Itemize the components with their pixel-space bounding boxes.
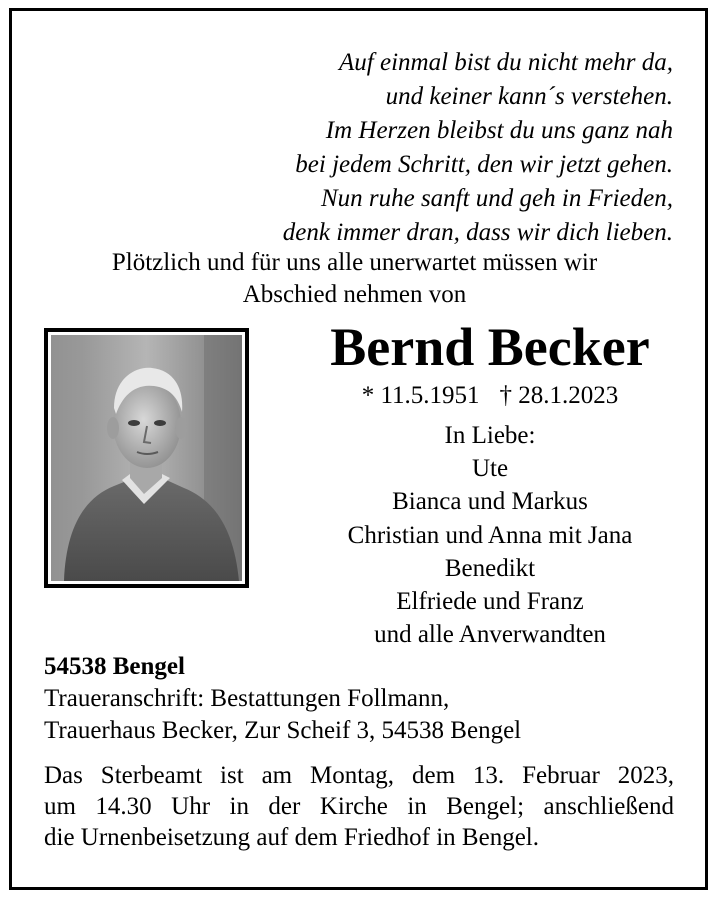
family-member: Benedikt: [444, 554, 536, 582]
intro-line-2: Abschied nehmen von: [242, 281, 467, 308]
poem-line: Auf einmal bist du nicht mehr da,: [339, 49, 673, 76]
poem-line: Im Herzen bleibst du uns ganz nah: [325, 117, 673, 144]
poem-line: denk immer dran, dass wir dich lieben.: [282, 219, 673, 246]
intro-text: [0, 247, 719, 311]
address-line-1: Traueranschrift: Bestattungen Follmann,: [44, 685, 450, 712]
deceased-name: Bernd Becker: [330, 317, 650, 377]
death-date: † 28.1.2023: [499, 382, 619, 409]
service-line-1: Das Sterbeamt ist am Montag, dem 13. Februar 2023,: [44, 762, 674, 789]
family-list: [270, 419, 710, 651]
poem-line: bei jedem Schritt, den wir jetzt gehen.: [295, 151, 673, 178]
mourning-address: [44, 651, 684, 747]
intro-line-1: Plötzlich und für uns alle unerwartet müssen wir: [111, 249, 598, 276]
service-line-2: um 14.30 Uhr in der Kirche in Bengel; anschließend: [44, 793, 674, 820]
family-member: Christian und Anna mit Jana: [347, 521, 633, 549]
poem-line: und keiner kann´s verstehen.: [385, 83, 673, 110]
family-member: Bianca und Markus: [392, 488, 588, 516]
birth-date: * 11.5.1951: [361, 382, 480, 409]
address-line-2: Trauerhaus Becker, Zur Scheif 3, 54538 Bengel: [44, 717, 522, 744]
family-member: und alle Anverwandten: [374, 621, 606, 649]
memorial-poem: [73, 46, 673, 250]
town: 54538 Bengel: [44, 653, 185, 680]
family-member: Elfriede und Franz: [396, 588, 584, 616]
service-info: [44, 760, 674, 853]
service-line-3: die Urnenbeisetzung auf dem Friedhof in Bengel.: [44, 824, 539, 851]
portrait-image: [44, 328, 249, 588]
family-member: Ute: [471, 455, 509, 483]
life-dates: [270, 380, 710, 412]
family-heading: In Liebe:: [444, 422, 536, 449]
poem-line: Nun ruhe sanft und geh in Frieden,: [320, 185, 673, 212]
portrait-photo: [44, 328, 249, 588]
